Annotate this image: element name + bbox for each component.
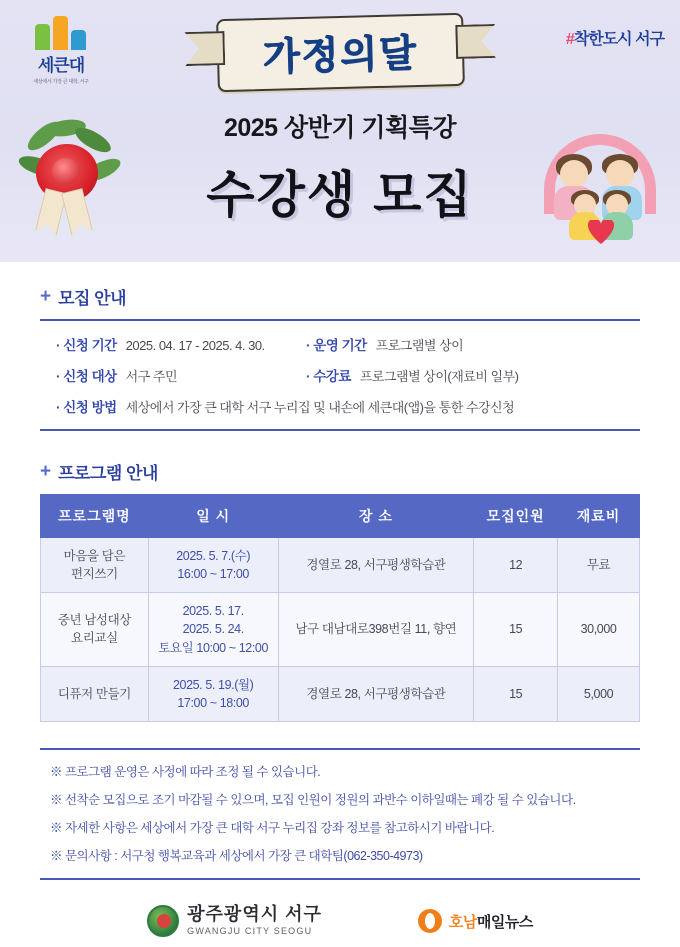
plus-icon: + — [40, 461, 52, 482]
column-header-fee: 재료비 — [558, 495, 640, 538]
info-item-application-period — [56, 334, 306, 354]
press-logo — [418, 909, 533, 933]
info-row — [56, 396, 628, 416]
press-emblem-icon — [418, 909, 442, 933]
program-section-header — [40, 459, 640, 484]
ribbon-tail-left-icon — [184, 31, 225, 66]
notice-item: ※ 선착순 모집으로 조기 마감될 수 있으며, 모집 인원이 정원의 과반수 이하일때는 폐강 될 수 있습니다. — [50, 792, 576, 807]
city-logo — [147, 905, 322, 937]
info-label: · 신청 대상 — [56, 365, 117, 385]
footer — [0, 905, 680, 937]
press-logo-text — [449, 911, 533, 932]
info-item-how-to-apply — [56, 396, 514, 416]
press-name-part1: 호남 — [448, 913, 477, 931]
ribbon-title-wrap — [0, 16, 680, 89]
city-name-kr: 광주광역시 서구 — [187, 904, 322, 925]
cell-capacity: 15 — [474, 666, 558, 721]
column-header-datetime: 일 시 — [148, 495, 278, 538]
hash-symbol: # — [565, 31, 574, 48]
cell-capacity: 12 — [474, 538, 558, 593]
ribbon-title: 가정의달 — [262, 32, 419, 80]
notice-item: ※ 프로그램 운영은 사정에 따라 조정 될 수 있습니다. — [50, 764, 321, 779]
notice-box — [40, 748, 640, 881]
column-header-place: 장 소 — [278, 495, 474, 538]
cell-datetime: 2025. 5. 19.(월) 17:00 ~ 18:00 — [148, 666, 278, 721]
logo-tagline: 세상에서 가장 큰 대학, 서구 — [33, 79, 89, 85]
city-name-en: GWANGJU CITY SEOGU — [187, 925, 313, 936]
ribbon-tail-right-icon — [455, 24, 496, 59]
table-row — [41, 593, 640, 666]
info-section-title: 모집 안내 — [58, 289, 127, 308]
header-banner — [0, 0, 680, 262]
cell-place: 경열로 28, 서구평생학습관 — [278, 538, 474, 593]
info-row — [56, 334, 628, 354]
notice-item: ※ 자세한 사항은 세상에서 가장 큰 대학 서구 누리집 강좌 정보를 참고하시기 바랍니다. — [50, 820, 495, 835]
banner-subtitle: 2025 상반기 기획특강 — [223, 114, 457, 142]
info-value: 2025. 04. 17 - 2025. 4. 30. — [125, 338, 265, 353]
info-item-fee — [306, 365, 518, 385]
family-illustration-icon — [536, 128, 666, 256]
info-label: · 운영 기간 — [306, 334, 367, 354]
cell-capacity: 15 — [474, 593, 558, 666]
cell-program-name: 중년 남성대상 요리교실 — [41, 593, 149, 666]
table-row — [41, 666, 640, 721]
ribbon-banner — [216, 13, 465, 92]
hashtag-text: 착한도시 서구 — [573, 31, 664, 48]
city-emblem-icon — [147, 905, 179, 937]
notice-item: ※ 문의사항 : 서구청 행복교육과 세상에서 가장 큰 대학팀(062-350-4973) — [50, 848, 423, 863]
plus-icon: + — [40, 286, 52, 307]
cell-place: 남구 대남대로398번길 11, 향연 — [278, 593, 474, 666]
cell-place: 경열로 28, 서구평생학습관 — [278, 666, 474, 721]
cell-program-name: 마음을 담은 편지쓰기 — [41, 538, 149, 593]
carnation-flower-icon — [18, 118, 128, 238]
info-value: 세상에서 가장 큰 대학 서구 누리집 및 내손에 세큰대(앱)을 통한 수강신청 — [125, 400, 515, 415]
logo-name: 세큰대 — [37, 56, 85, 75]
column-header-capacity: 모집인원 — [474, 495, 558, 538]
press-name-part2: 매일뉴스 — [476, 913, 533, 931]
info-item-operation-period — [306, 334, 463, 354]
info-label: · 신청 방법 — [56, 396, 117, 416]
info-value: 프로그램별 상이 — [375, 338, 464, 353]
program-table — [40, 494, 640, 722]
table-header-row — [41, 495, 640, 538]
cell-program-name: 디퓨저 만들기 — [41, 666, 149, 721]
info-box — [40, 319, 640, 431]
banner-main-title: 수강생 모집 — [206, 167, 474, 223]
cell-datetime: 2025. 5. 17. 2025. 5. 24. 토요일 10:00 ~ 12:00 — [148, 593, 278, 666]
cell-fee: 5,000 — [558, 666, 640, 721]
info-item-target — [56, 365, 306, 385]
info-section-header — [40, 284, 640, 309]
info-label: · 수강료 — [306, 365, 351, 385]
cell-fee: 30,000 — [558, 593, 640, 666]
city-logo-text — [187, 905, 322, 937]
table-row — [41, 538, 640, 593]
cell-fee: 무료 — [558, 538, 640, 593]
info-label: · 신청 기간 — [56, 334, 117, 354]
cell-datetime: 2025. 5. 7.(수) 16:00 ~ 17:00 — [148, 538, 278, 593]
poster-body — [0, 262, 680, 880]
program-section-title: 프로그램 안내 — [58, 464, 158, 483]
info-value: 서구 주민 — [125, 369, 178, 384]
info-value: 프로그램별 상이(재료비 일부) — [359, 369, 519, 384]
column-header-name: 프로그램명 — [41, 495, 149, 538]
info-row — [56, 365, 628, 385]
